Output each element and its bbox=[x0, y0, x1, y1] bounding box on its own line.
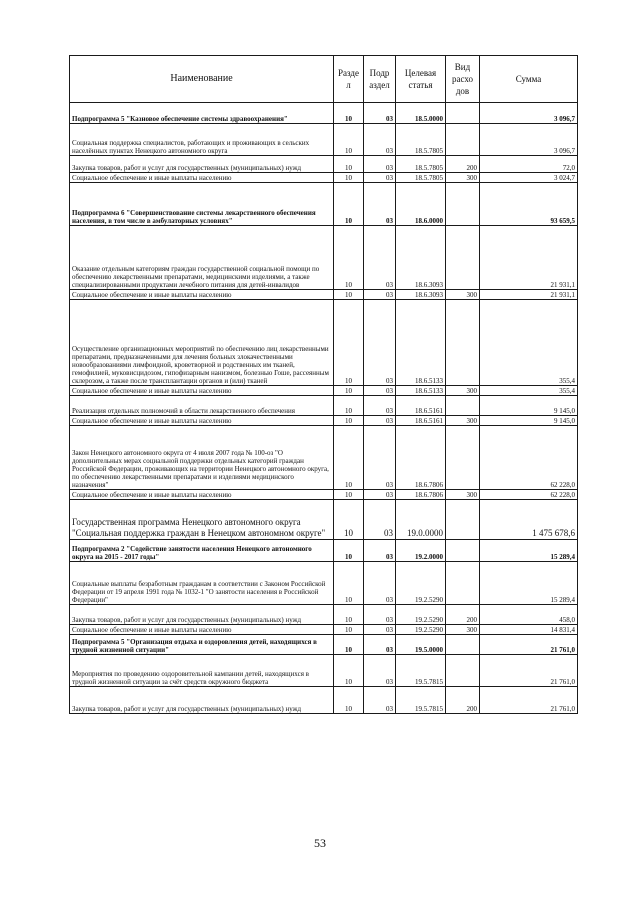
row-name-cell: Оказание отдельным категориям граждан государственной социальной помощи по обеспечению лекарственными препаратами, медицинскими изделиями, а также специализированными продуктами лечебного питания для детей-инвалидов bbox=[70, 226, 334, 290]
row-target-cell: 18.6.5161 bbox=[396, 396, 446, 416]
row-subsection-cell: 03 bbox=[364, 490, 396, 500]
row-type-cell: 300 bbox=[446, 173, 480, 183]
table-row bbox=[70, 183, 578, 226]
row-sum-cell: 355,4 bbox=[480, 386, 578, 396]
header-target-article: Целевая статья bbox=[396, 56, 446, 103]
row-sum-cell: 3 096,7 bbox=[480, 124, 578, 156]
row-sum-cell: 3 096,7 bbox=[480, 103, 578, 124]
row-subsection-cell: 03 bbox=[364, 605, 396, 625]
table-header-row bbox=[70, 56, 578, 103]
table-row bbox=[70, 426, 578, 490]
row-name-cell: Социальное обеспечение и иные выплаты населению bbox=[70, 490, 334, 500]
row-type-cell: 200 bbox=[446, 687, 480, 714]
row-target-cell: 18.6.5133 bbox=[396, 386, 446, 396]
row-name-cell: Социальная поддержка специалистов, работающих и проживающих в сельских населённых пунктах Ненецкого автономного округа bbox=[70, 124, 334, 156]
table-row bbox=[70, 655, 578, 687]
row-section-cell: 10 bbox=[334, 655, 364, 687]
row-target-cell: 18.6.5133 bbox=[396, 300, 446, 386]
row-section-cell: 10 bbox=[334, 300, 364, 386]
row-sum-cell: 21 761,0 bbox=[480, 687, 578, 714]
row-subsection-cell: 03 bbox=[364, 416, 396, 426]
row-name-cell: Подпрограмма 5 "Казновое обеспечение системы здравоохранения" bbox=[70, 103, 334, 124]
row-section-cell: 10 bbox=[334, 396, 364, 416]
row-subsection-cell: 03 bbox=[364, 540, 396, 562]
table-row bbox=[70, 605, 578, 625]
row-type-cell: 300 bbox=[446, 290, 480, 300]
row-type-cell bbox=[446, 635, 480, 655]
table-row bbox=[70, 396, 578, 416]
row-target-cell: 19.2.0000 bbox=[396, 540, 446, 562]
table-row bbox=[70, 103, 578, 124]
row-section-cell: 10 bbox=[334, 500, 364, 540]
row-section-cell: 10 bbox=[334, 290, 364, 300]
header-sum: Сумма bbox=[480, 56, 578, 103]
row-name-cell: Социальное обеспечение и иные выплаты населению bbox=[70, 386, 334, 396]
row-name-cell: Закупка товаров, работ и услуг для государственных (муниципальных) нужд bbox=[70, 605, 334, 625]
row-sum-cell: 21 931,1 bbox=[480, 290, 578, 300]
row-sum-cell: 355,4 bbox=[480, 300, 578, 386]
header-subsection: Подр аздел bbox=[364, 56, 396, 103]
row-section-cell: 10 bbox=[334, 226, 364, 290]
row-subsection-cell: 03 bbox=[364, 156, 396, 173]
row-sum-cell: 93 659,5 bbox=[480, 183, 578, 226]
row-name-cell: Социальное обеспечение и иные выплаты населению bbox=[70, 416, 334, 426]
row-target-cell: 19.2.5290 bbox=[396, 605, 446, 625]
table-row bbox=[70, 226, 578, 290]
header-name: Наименование bbox=[70, 56, 334, 103]
row-type-cell bbox=[446, 396, 480, 416]
row-type-cell bbox=[446, 103, 480, 124]
row-section-cell: 10 bbox=[334, 103, 364, 124]
row-sum-cell: 1 475 678,6 bbox=[480, 500, 578, 540]
row-sum-cell: 62 228,0 bbox=[480, 426, 578, 490]
row-name-cell: Реализация отдельных полномочий в области лекарственного обеспечения bbox=[70, 396, 334, 416]
row-name-cell: Закупка товаров, работ и услуг для государственных (муниципальных) нужд bbox=[70, 156, 334, 173]
row-sum-cell: 21 761,0 bbox=[480, 655, 578, 687]
row-target-cell: 18.5.0000 bbox=[396, 103, 446, 124]
row-sum-cell: 9 145,0 bbox=[480, 396, 578, 416]
row-sum-cell: 72,0 bbox=[480, 156, 578, 173]
row-type-cell: 300 bbox=[446, 625, 480, 635]
row-type-cell bbox=[446, 124, 480, 156]
row-subsection-cell: 03 bbox=[364, 635, 396, 655]
row-type-cell: 300 bbox=[446, 490, 480, 500]
row-type-cell bbox=[446, 426, 480, 490]
row-sum-cell: 458,0 bbox=[480, 605, 578, 625]
row-section-cell: 10 bbox=[334, 605, 364, 625]
row-section-cell: 10 bbox=[334, 386, 364, 396]
row-section-cell: 10 bbox=[334, 124, 364, 156]
row-subsection-cell: 03 bbox=[364, 655, 396, 687]
row-target-cell: 18.5.7805 bbox=[396, 124, 446, 156]
row-section-cell: 10 bbox=[334, 635, 364, 655]
row-subsection-cell: 03 bbox=[364, 500, 396, 540]
row-type-cell: 200 bbox=[446, 605, 480, 625]
row-target-cell: 19.5.7815 bbox=[396, 655, 446, 687]
budget-table bbox=[69, 55, 578, 714]
row-type-cell bbox=[446, 500, 480, 540]
table-row bbox=[70, 290, 578, 300]
row-section-cell: 10 bbox=[334, 183, 364, 226]
row-name-cell: Закон Ненецкого автономного округа от 4 июля 2007 года № 100-оз "О дополнительных мерах социальной поддержки отдельных категорий граждан Российской Федерации, проживающих на территории Ненецкого автономного округа, по обеспечению лекарственными препаратами и изделиями медицинского назначения" bbox=[70, 426, 334, 490]
row-target-cell: 18.6.3093 bbox=[396, 226, 446, 290]
row-target-cell: 19.5.0000 bbox=[396, 635, 446, 655]
row-target-cell: 18.6.0000 bbox=[396, 183, 446, 226]
row-name-cell: Социальное обеспечение и иные выплаты населению bbox=[70, 625, 334, 635]
row-name-cell: Подпрограмма 2 "Содействие занятости населения Ненецкого автономного округа на 2015 - 2017 годы" bbox=[70, 540, 334, 562]
row-sum-cell: 21 761,0 bbox=[480, 635, 578, 655]
row-section-cell: 10 bbox=[334, 426, 364, 490]
row-name-cell: Закупка товаров, работ и услуг для государственных (муниципальных) нужд bbox=[70, 687, 334, 714]
header-section: Разде л bbox=[334, 56, 364, 103]
row-subsection-cell: 03 bbox=[364, 124, 396, 156]
table-row bbox=[70, 625, 578, 635]
table-row bbox=[70, 416, 578, 426]
row-type-cell: 300 bbox=[446, 416, 480, 426]
row-subsection-cell: 03 bbox=[364, 562, 396, 605]
row-subsection-cell: 03 bbox=[364, 625, 396, 635]
row-name-cell: Социальное обеспечение и иные выплаты населению bbox=[70, 173, 334, 183]
row-subsection-cell: 03 bbox=[364, 386, 396, 396]
row-subsection-cell: 03 bbox=[364, 687, 396, 714]
row-target-cell: 19.0.0000 bbox=[396, 500, 446, 540]
table-row bbox=[70, 124, 578, 156]
row-section-cell: 10 bbox=[334, 562, 364, 605]
row-type-cell bbox=[446, 540, 480, 562]
row-sum-cell: 21 931,1 bbox=[480, 226, 578, 290]
row-section-cell: 10 bbox=[334, 416, 364, 426]
row-sum-cell: 3 024,7 bbox=[480, 173, 578, 183]
row-target-cell: 18.5.7805 bbox=[396, 156, 446, 173]
row-target-cell: 19.5.7815 bbox=[396, 687, 446, 714]
row-sum-cell: 14 831,4 bbox=[480, 625, 578, 635]
row-name-cell: Мероприятия по проведению оздоровительной кампании детей, находящихся в трудной жизненной ситуации за счёт средств окружного бюджета bbox=[70, 655, 334, 687]
row-name-cell: Государственная программа Ненецкого автономного округа "Социальная поддержка граждан в Ненецком автономном округе" bbox=[70, 500, 334, 540]
table-row bbox=[70, 687, 578, 714]
row-name-cell: Социальное обеспечение и иные выплаты населению bbox=[70, 290, 334, 300]
row-subsection-cell: 03 bbox=[364, 173, 396, 183]
page-number: 53 bbox=[314, 836, 326, 850]
row-type-cell: 200 bbox=[446, 156, 480, 173]
table-row bbox=[70, 562, 578, 605]
row-target-cell: 19.2.5290 bbox=[396, 562, 446, 605]
row-sum-cell: 15 289,4 bbox=[480, 540, 578, 562]
row-section-cell: 10 bbox=[334, 625, 364, 635]
row-target-cell: 18.6.3093 bbox=[396, 290, 446, 300]
row-subsection-cell: 03 bbox=[364, 183, 396, 226]
row-subsection-cell: 03 bbox=[364, 290, 396, 300]
table-row bbox=[70, 300, 578, 386]
row-subsection-cell: 03 bbox=[364, 103, 396, 124]
table-row bbox=[70, 540, 578, 562]
row-name-cell: Социальные выплаты безработным гражданам в соответствии с Законом Российской Федерации от 19 апреля 1991 года № 1032-1 "О занятости населения в Российской Федерации" bbox=[70, 562, 334, 605]
row-section-cell: 10 bbox=[334, 687, 364, 714]
header-expense-type: Вид расхо дов bbox=[446, 56, 480, 103]
row-target-cell: 18.5.7805 bbox=[396, 173, 446, 183]
row-type-cell bbox=[446, 562, 480, 605]
row-type-cell bbox=[446, 183, 480, 226]
row-sum-cell: 9 145,0 bbox=[480, 416, 578, 426]
row-type-cell bbox=[446, 300, 480, 386]
row-section-cell: 10 bbox=[334, 490, 364, 500]
row-type-cell bbox=[446, 226, 480, 290]
row-subsection-cell: 03 bbox=[364, 226, 396, 290]
row-type-cell: 300 bbox=[446, 386, 480, 396]
row-subsection-cell: 03 bbox=[364, 426, 396, 490]
table-row bbox=[70, 156, 578, 173]
row-section-cell: 10 bbox=[334, 540, 364, 562]
table-body bbox=[70, 103, 578, 714]
row-section-cell: 10 bbox=[334, 156, 364, 173]
table-row bbox=[70, 500, 578, 540]
row-sum-cell: 62 228,0 bbox=[480, 490, 578, 500]
row-section-cell: 10 bbox=[334, 173, 364, 183]
table-row bbox=[70, 173, 578, 183]
row-sum-cell: 15 289,4 bbox=[480, 562, 578, 605]
table-row bbox=[70, 635, 578, 655]
row-target-cell: 19.2.5290 bbox=[396, 625, 446, 635]
row-subsection-cell: 03 bbox=[364, 300, 396, 386]
row-type-cell bbox=[446, 655, 480, 687]
table-row bbox=[70, 386, 578, 396]
row-target-cell: 18.6.5161 bbox=[396, 416, 446, 426]
row-name-cell: Подпрограмма 6 "Совершенствование системы лекарственного обеспечения населения, в том числе в амбулаторных условиях" bbox=[70, 183, 334, 226]
row-target-cell: 18.6.7806 bbox=[396, 426, 446, 490]
row-name-cell: Осуществление организационных мероприятий по обеспечению лиц лекарственными препаратами, предназначенными для лечения больных злокачественными новообразованиями лимфоидной, кроветворной и родственных им тканей, гемофилией, муковисцидозом, гипофизарным нанизмом, болезнью Гоше, рассеянным склерозом, а также после трансплантации органов и (или) тканей bbox=[70, 300, 334, 386]
row-name-cell: Подпрограмма 5 "Организация отдыха и оздоровления детей, находящихся в трудной жизненной ситуации" bbox=[70, 635, 334, 655]
table-row bbox=[70, 490, 578, 500]
row-subsection-cell: 03 bbox=[364, 396, 396, 416]
row-target-cell: 18.6.7806 bbox=[396, 490, 446, 500]
